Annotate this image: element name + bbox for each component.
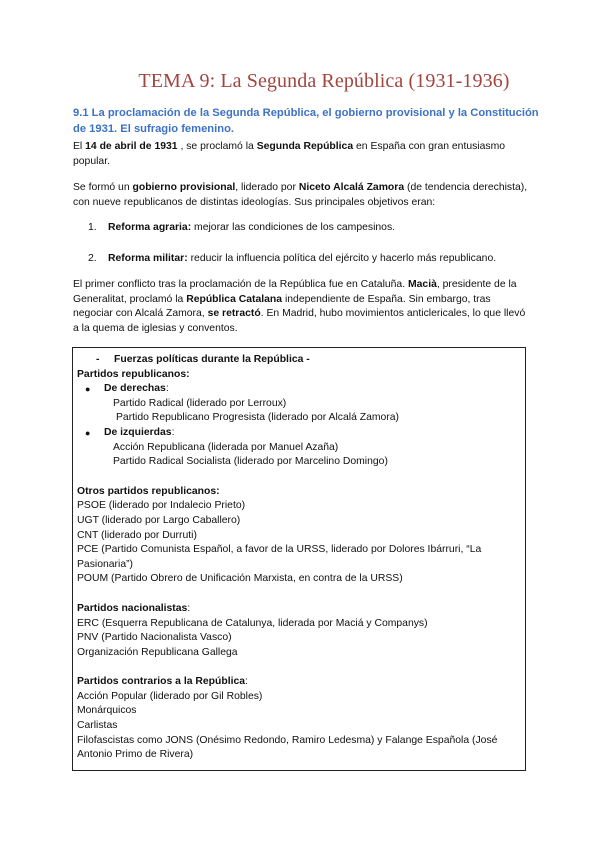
box-header: - Fuerzas políticas durante la República -: [96, 354, 310, 365]
paragraph-provisional-government: Se formó un gobierno provisional, liderado por Niceto Alcalá Zamora (de tendencia derechista), con nueve republicanos de distintas ideologías. Sus principales objetivos eran:: [73, 182, 528, 208]
contrarios-title: Partidos contrarios a la República:: [77, 676, 248, 688]
list-item: Organización Republicana Gallega: [77, 646, 238, 658]
list-item: ● De derechas:: [85, 383, 169, 395]
political-forces-box: [72, 347, 526, 771]
list-item: Acción Popular (liderado por Gil Robles): [77, 690, 263, 702]
paragraph-proclamation: El 14 de abril de 1931 , se proclamó la Segunda República en España con gran entusiasmo popular.: [73, 141, 506, 167]
objectives-list: [88, 221, 548, 266]
list-item: ERC (Esquerra Republicana de Catalunya, liderada por Maciá y Companys): [77, 617, 428, 629]
list-item: ● De izquierdas:: [85, 426, 175, 438]
list-item: Filofascistas como JONS (Onésimo Redondo, Ramiro Ledesma) y Falange Española (José Antonio Primo de Rivera): [77, 734, 498, 761]
republicanos-title: Partidos republicanos:: [77, 368, 190, 380]
list-item: CNT (liderado por Durruti): [77, 529, 197, 541]
page-title: TEMA 9: La Segunda República (1931-1936): [138, 70, 510, 92]
list-item: Acción Republicana (liderada por Manuel Azaña): [113, 441, 339, 453]
nacionalistas-title: Partidos nacionalistas:: [77, 602, 191, 614]
list-item: POUM (Partido Obrero de Unificación Marxista, en contra de la URSS): [77, 573, 403, 585]
list-item: PNV (Partido Nacionalista Vasco): [77, 632, 232, 644]
list-item: PCE (Partido Comunista Español, a favor de la URSS, liderado por Dolores Ibárruri, “La Pasionaria”): [77, 544, 482, 570]
list-item: Partido Radical Socialista (liderado por Marcelino Domingo): [113, 456, 388, 468]
list-item: UGT (liderado por Largo Caballero): [77, 514, 241, 526]
otros-title: Otros partidos republicanos:: [77, 485, 220, 497]
section-heading: 9.1 La proclamación de la Segunda República, el gobierno provisional y la Constitución de 1931. El sufragio femenino.: [73, 107, 539, 135]
paragraph-catalonia-conflict: El primer conflicto tras la proclamación de la República fue en Cataluña. Macià, presidente de la Generalitat, proclamó la República Catalana independiente de España. Sin embargo, tras negociar con Alcalá Zamora, se retractó. En Madrid, hubo movimientos anticlericales, lo que llevó a la quema de iglesias y conventos.: [73, 279, 526, 334]
list-item: Carlistas: [77, 720, 118, 732]
list-item: 1. Reforma agraria: mejorar las condiciones de los campesinos.: [88, 222, 396, 233]
list-item: Partido Republicano Progresista (liderado por Alcalá Zamora): [116, 412, 399, 424]
list-item: Partido Radical (liderado por Lerroux): [113, 397, 287, 409]
list-item: 2. Reforma militar: reducir la influencia política del ejército y hacerlo más republicano.: [88, 252, 497, 264]
list-item: Monárquicos: [77, 705, 137, 717]
list-item: PSOE (liderado por Indalecio Prieto): [77, 500, 246, 512]
